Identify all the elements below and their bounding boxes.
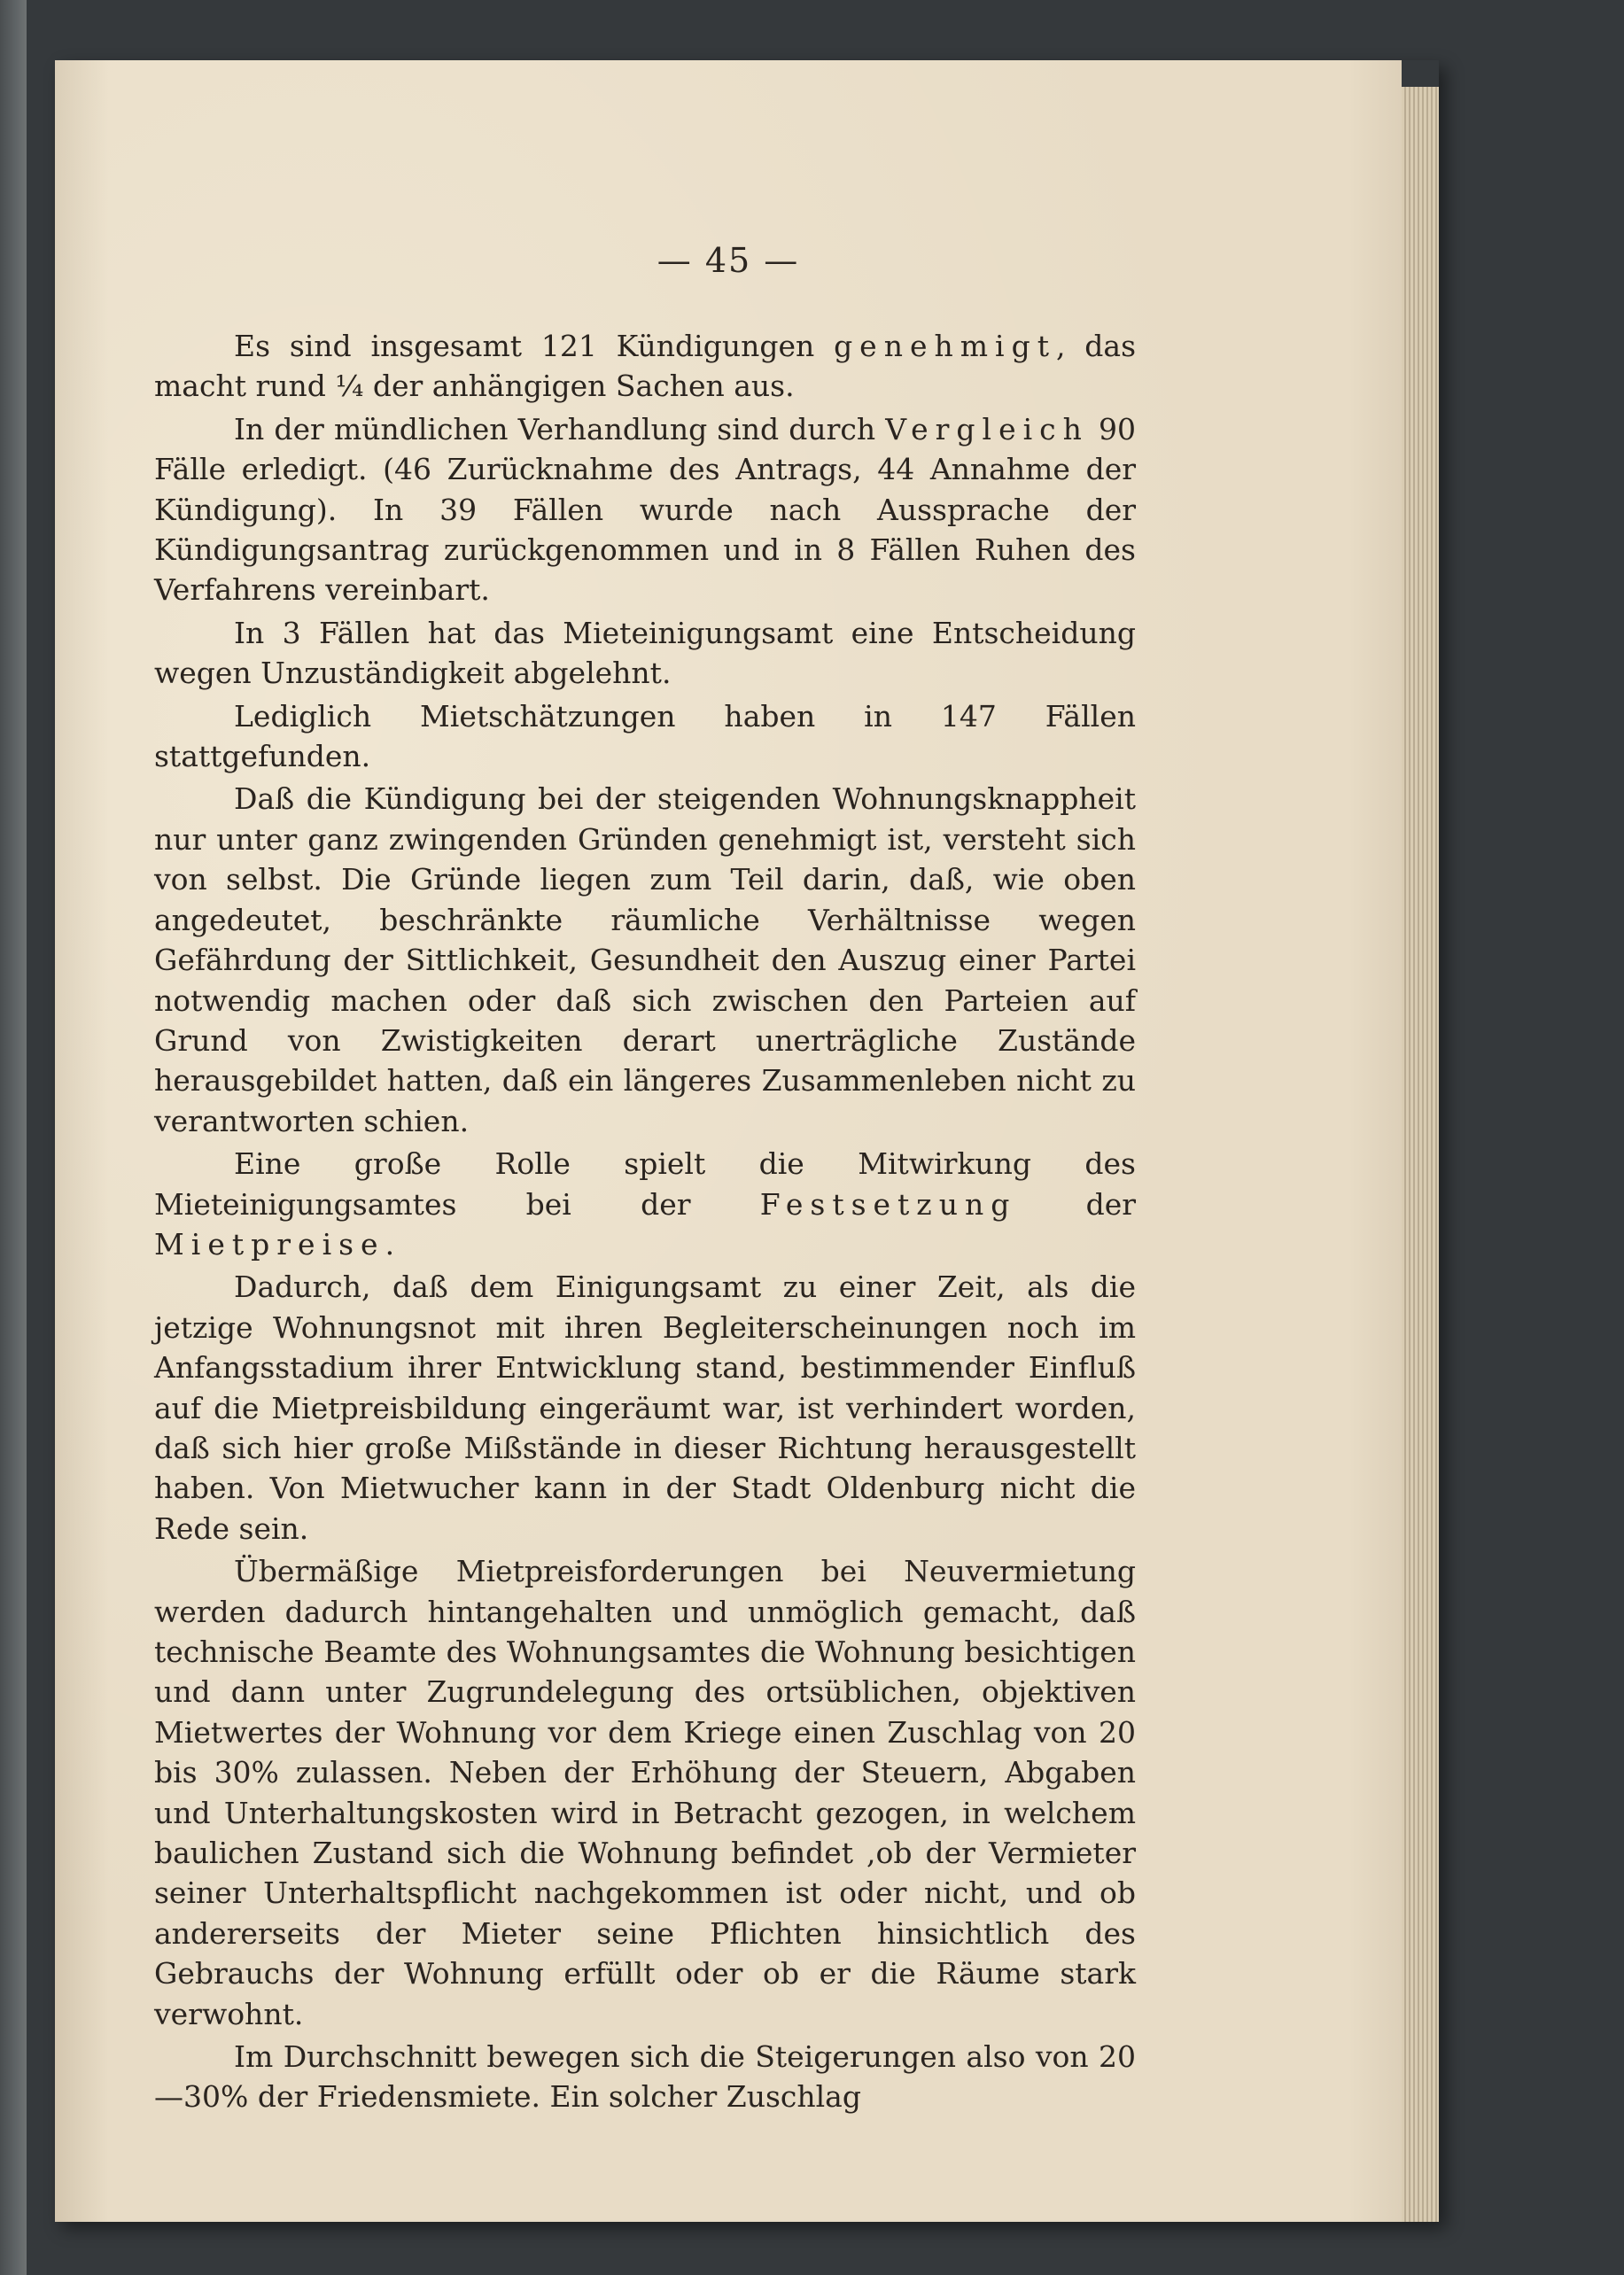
paragraph [154, 2037, 1136, 2117]
paragraph [154, 1267, 1136, 1549]
paragraph-text: Übermäßige Mietpreisforderungen bei Neuvermietung werden dadurch hintangehalten und unmöglich gemacht, daß technische Beamte des Wohnungsamtes die Wohnung besichtigen und dann unter Zugrundelegung des ortsüblichen, objektiven Mietwertes der Wohnung vor dem Kriege einen Zuschlag von 20 bis 30% zulassen. Neben der Erhöhung der Steuern, Abgaben und Unterhaltungskosten wird in Betracht gezogen, in welchem baulichen Zustand sich die Wohnung befindet ,ob der Vermieter seiner Unterhaltspflicht nachgekommen ist oder nicht, und ob andererseits der Mieter seine Pflichten hinsichtlich des Gebrauchs der Wohnung erfüllt oder ob er die Räume stark verwohnt. [154, 1554, 1136, 2031]
paragraph [154, 613, 1136, 694]
paragraph [154, 409, 1136, 610]
paragraph-text: . [385, 1226, 395, 1262]
paragraph [154, 326, 1136, 407]
paragraph-text: Dadurch, daß dem Einigungsamt zu einer Zeit, als die jetzige Wohnungsnot mit ihren Begleiterscheinungen noch im Anfangsstadium ihrer Entwicklung stand, bestimmender Einfluß auf die Mietpreisbildung eingeräumt war, ist verhindert worden, daß sich hier große Mißstände in dieser Richtung herausgestellt haben. Von Mietwucher kann in der Stadt Oldenburg nicht die Rede sein. [154, 1269, 1136, 1546]
paragraph-text: Eine große Rolle spielt die Mitwirkung des Mieteinigungsamtes bei der [154, 1146, 1136, 1222]
paragraph-text: In 3 Fällen hat das Mieteinigungsamt eine Entscheidung wegen Unzuständigkeit abgelehnt. [154, 615, 1136, 691]
book-page-wrap [55, 60, 1439, 2222]
paragraph-text: Lediglich Mietschätzungen haben in 147 Fällen stattgefunden. [154, 698, 1136, 774]
paragraph [154, 1144, 1136, 1264]
book-page [55, 60, 1402, 2222]
paragraph [154, 779, 1136, 1141]
book-cover-left [0, 0, 27, 2275]
paragraph-text: Im Durchschnitt bewegen sich die Steigerungen also von 20—30% der Friedensmiete. Ein solcher Zuschlag [154, 2039, 1136, 2115]
paragraph [154, 1551, 1136, 2034]
emphasized-word: genehmigt [834, 329, 1056, 363]
body-text [154, 326, 1136, 2120]
paragraph-text: , das macht rund ¼ der anhängigen Sachen aus. [154, 329, 1136, 404]
emphasized-word: Festsetzung [759, 1186, 1017, 1222]
paragraph-text: In der mündlichen Verhandlung sind durch [234, 411, 886, 446]
page-edges [1402, 87, 1439, 2222]
paragraph-text: der [1016, 1186, 1136, 1222]
page-number: — 45 — [657, 241, 800, 280]
paragraph [154, 696, 1136, 777]
emphasized-word: Mietpreise [154, 1226, 385, 1262]
paragraph-text: Daß die Kündigung bei der steigenden Wohnungsknappheit nur unter ganz zwingenden Gründen genehmigt ist, versteht sich von selbst. Die Gründe liegen zum Teil darin, daß, wie oben angedeutet, beschränkte räumliche Verhältnisse wegen Gefährdung der Sittlichkeit, Gesundheit den Auszug einer Partei notwendig machen oder daß sich zwischen den Parteien auf Grund von Zwistigkeiten derart unerträgliche Zustände herausgebildet hatten, daß ein längeres Zusammenleben nicht zu verantworten schien. [154, 781, 1136, 1138]
paragraph-text: 90 Fälle erledigt. (46 Zurücknahme des Antrags, 44 Annahme der Kündigung). In 39 Fällen wurde nach Aussprache der Kündigungsantrag zurückgenommen und in 8 Fällen Ruhen des Verfahrens vereinbart. [154, 411, 1137, 608]
emphasized-word: Vergleich [885, 411, 1089, 446]
paragraph-text: Es sind insgesamt 121 Kündigungen [234, 329, 835, 363]
